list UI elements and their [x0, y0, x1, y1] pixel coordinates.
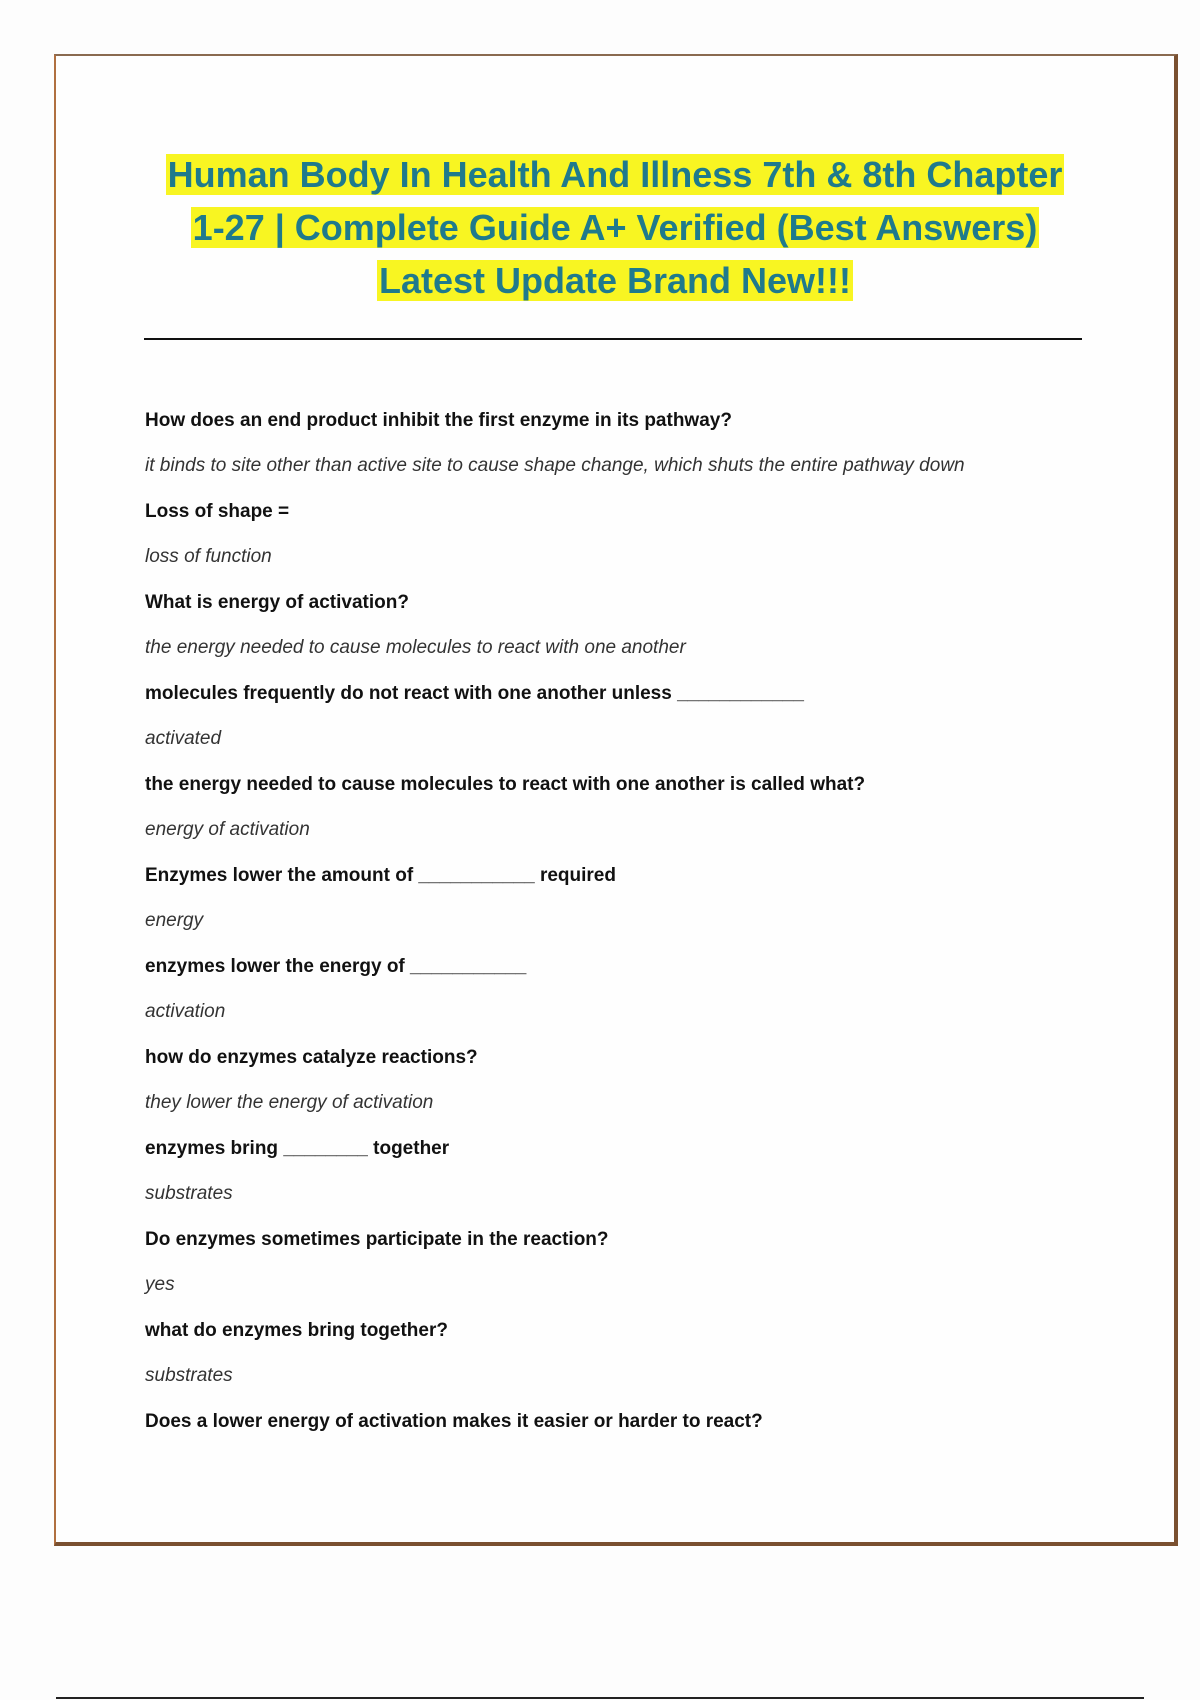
- answer: [145, 1454, 1085, 1500]
- answer: activated: [145, 728, 222, 749]
- question: how do enzymes catalyze reactions?: [145, 1047, 478, 1068]
- answer: loss of function: [145, 546, 272, 567]
- answer: energy of activation: [145, 819, 310, 840]
- question: molecules frequently do not react with one another unless ____________: [145, 683, 804, 704]
- answer: the energy needed to cause molecules to react with one another: [145, 637, 686, 658]
- qa-item: [145, 590, 1085, 681]
- qa-item: [145, 863, 1085, 954]
- qa-item: [145, 1227, 1085, 1318]
- answer: they lower the energy of activation: [145, 1092, 434, 1113]
- title-line-3: Latest Update Brand New!!!: [378, 260, 852, 301]
- answer: substrates: [145, 1365, 233, 1386]
- question: enzymes lower the energy of ___________: [145, 956, 527, 977]
- question: the energy needed to cause molecules to react with one another is called what?: [145, 774, 866, 795]
- qa-item: [145, 1318, 1085, 1409]
- question: what do enzymes bring together?: [145, 1320, 448, 1341]
- answer: energy: [145, 910, 204, 931]
- question: enzymes bring ________ together: [145, 1138, 450, 1159]
- qa-item: [145, 499, 1085, 590]
- question: Loss of shape =: [145, 501, 290, 522]
- answer: it binds to site other than active site to cause shape change, which shuts the entire pathway down: [145, 455, 965, 476]
- qa-item: [145, 408, 1085, 499]
- answer: yes: [145, 1274, 175, 1295]
- question: Enzymes lower the amount of ___________ required: [145, 865, 616, 886]
- next-page-edge: [56, 1697, 1144, 1699]
- qa-item: [145, 954, 1085, 1045]
- qa-item: [145, 681, 1085, 772]
- document-title: [110, 148, 1120, 307]
- title-line-1: Human Body In Health And Illness 7th & 8th Chapter: [167, 154, 1063, 195]
- qa-item: [145, 772, 1085, 863]
- question: Does a lower energy of activation makes it easier or harder to react?: [145, 1411, 763, 1432]
- answer: activation: [145, 1001, 226, 1022]
- qa-item: [145, 1136, 1085, 1227]
- qa-item: [145, 1409, 1085, 1500]
- answer: substrates: [145, 1183, 233, 1204]
- title-line-2: 1-27 | Complete Guide A+ Verified (Best Answers): [192, 207, 1038, 248]
- qa-item: [145, 1045, 1085, 1136]
- title-separator: [144, 338, 1082, 340]
- question: Do enzymes sometimes participate in the reaction?: [145, 1229, 609, 1250]
- question: How does an end product inhibit the first enzyme in its pathway?: [145, 410, 732, 431]
- qa-list: [145, 408, 1085, 1500]
- question: What is energy of activation?: [145, 592, 409, 613]
